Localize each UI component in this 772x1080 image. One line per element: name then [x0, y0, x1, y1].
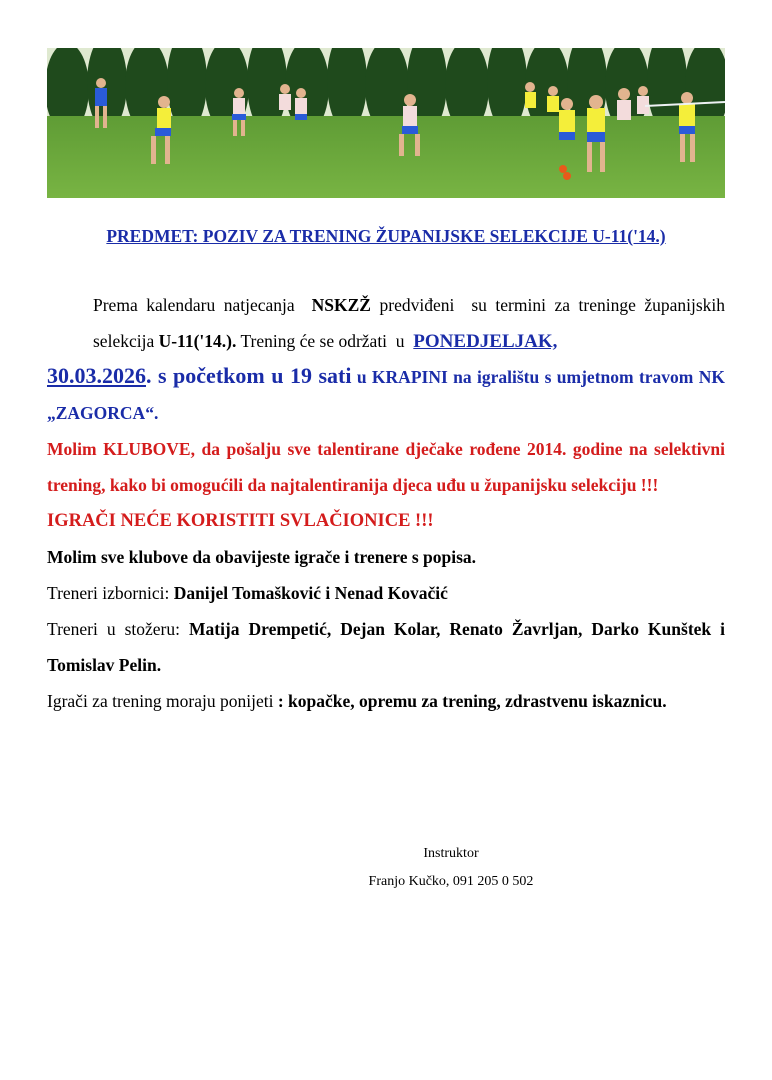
- staff-coaches-names: Matija Drempetić, Dejan Kolar, Renato Žavrljan, Darko Kunštek i Tomislav Pelin.: [47, 619, 725, 675]
- intro-text: u: [395, 331, 405, 351]
- clubs-request: Molim KLUBOVE, da pošalju sve talentirane dječake rođene 2014. godine na selektivni trening, kako bi omogućili da najtalentiranija djeca uđu u županijsku selekciju !!!: [47, 439, 725, 495]
- notify-request: Molim sve klubove da obavijeste igrače i trenere s popisa.: [47, 547, 477, 567]
- equipment-items: : kopačke, opremu za trening, zdrastvenu iskaznicu.: [277, 691, 667, 711]
- staff-coaches: [47, 611, 725, 683]
- intro-paragraph: [47, 287, 725, 360]
- intro-text: Prema kalendaru natjecanja: [93, 295, 295, 315]
- head-coaches: [47, 575, 725, 611]
- training-day: PONEDJELJAK,: [413, 331, 558, 352]
- locker-room-notice: IGRAČI NEĆE KORISTITI SVLAČIONICE !!!: [47, 511, 434, 531]
- head-coaches-label: Treneri izbornici:: [47, 583, 170, 603]
- training-location: umjetnom travom NK „ZAGORCA“.: [47, 367, 726, 423]
- signature-name: Franjo Kučko, 091 205 0 502: [368, 874, 534, 889]
- training-start: . s početkom u 19 sati: [146, 363, 352, 388]
- intro-text: su termini za treninge: [471, 295, 636, 315]
- signature-role: Instruktor: [423, 846, 479, 861]
- training-photo: [47, 48, 725, 198]
- date-paragraph: [47, 358, 725, 431]
- federation-name: NSKZŽ: [311, 295, 371, 315]
- equipment-paragraph: [47, 683, 725, 719]
- intro-text: Trening će se održati: [240, 331, 388, 351]
- head-coaches-names: Danijel Tomašković i Nenad Kovačić: [173, 583, 448, 603]
- staff-coaches-label: Treneri u stožeru:: [47, 619, 180, 639]
- intro-text: predviđeni: [379, 295, 455, 315]
- subject-heading: PREDMET: POZIV ZA TRENING ŽUPANIJSKE SELEKCIJE U-11('14.): [106, 226, 666, 246]
- equipment-label: Igrači za trening moraju ponijeti: [47, 691, 274, 711]
- training-location: u KRAPINI na igralištu s: [356, 367, 552, 387]
- intro-text: županijskih selekcija: [93, 295, 726, 351]
- letter-body: [47, 287, 725, 719]
- training-date: 30.03.2026: [47, 363, 146, 388]
- selection-name: U-11('14.).: [158, 331, 237, 351]
